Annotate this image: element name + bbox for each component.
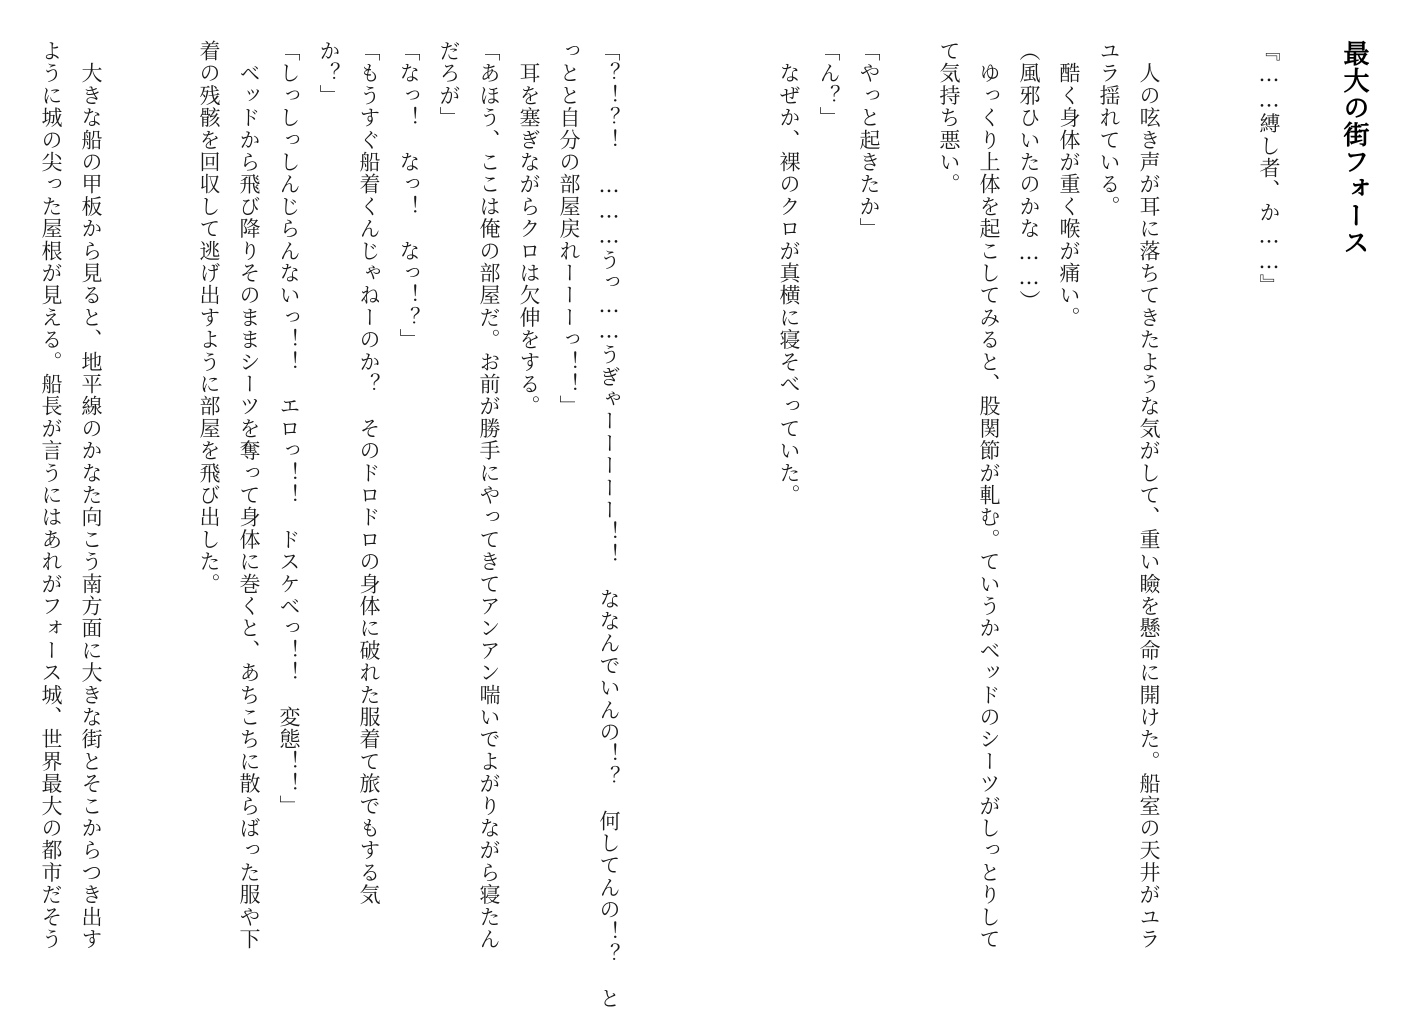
- text-line: 「もうすぐ船着くんじゃねーのか？ そのドロドロの身体に破れた服着て旅でもする気: [357, 40, 381, 906]
- text-line: 「？！？！ ………うっ……うぎゃーーーーー！！ ななんでいんの！？ 何してんの！？ と: [597, 40, 621, 1010]
- text-line: ベッドから飛び降りそのままシーツを奪って身体に巻くと、あちこちに散らばった服や下: [237, 40, 261, 951]
- text-line: 「ん？」: [817, 40, 841, 129]
- text-line: か？」: [317, 40, 341, 107]
- text-line: ユラ揺れている。: [1097, 40, 1121, 218]
- text-line: ゆっくり上体を起こしてみると、股関節が軋む。ていうかベッドのシーツがしっとりして: [977, 40, 1001, 951]
- text-line: （風邪ひいたのかな……）: [1017, 40, 1041, 313]
- text-line: っとと自分の部屋戻れーーーっ！！」: [557, 40, 581, 418]
- text-line: て気持ち悪い。: [937, 40, 961, 196]
- text-line: 酷く身体が重く喉が痛い。: [1057, 40, 1081, 329]
- text-line: なぜか、裸のクロが真横に寝そべっていた。: [777, 40, 801, 507]
- text-line: 『……縛し者、か……』: [1257, 40, 1281, 297]
- chapter-title: 最大の街フォース: [1339, 40, 1369, 256]
- text-line: 「やっと起きたか」: [857, 40, 881, 240]
- text-line: 大きな船の甲板から見ると、地平線のかなた向こう南方面に大きな街とそこからつき出す: [79, 40, 103, 951]
- text-line: 「あほう、ここは俺の部屋だ。お前が勝手にやってきてアンアン喘いでよがりながら寝たん: [477, 40, 501, 951]
- text-line: 着の残骸を回収して逃げ出すように部屋を飛び出した。: [197, 40, 221, 595]
- text-line: 人の呟き声が耳に落ちてきたような気がして、重い瞼を懸命に開けた。船室の天井がユラ: [1137, 40, 1161, 951]
- text-line: ように城の尖った屋根が見える。船長が言うにはあれがフォース城、世界最大の都市だそう: [39, 40, 63, 951]
- text-line: 「なっ！ なっ！ なっ！？」: [397, 40, 421, 351]
- text-line: だろが」: [437, 40, 461, 129]
- text-line: 「しっしっしんじらんないっ！！ エロっ！！ ドスケベっ！！ 変態！！」: [277, 40, 301, 817]
- text-line: 耳を塞ぎながらクロは欠伸をする。: [517, 40, 541, 418]
